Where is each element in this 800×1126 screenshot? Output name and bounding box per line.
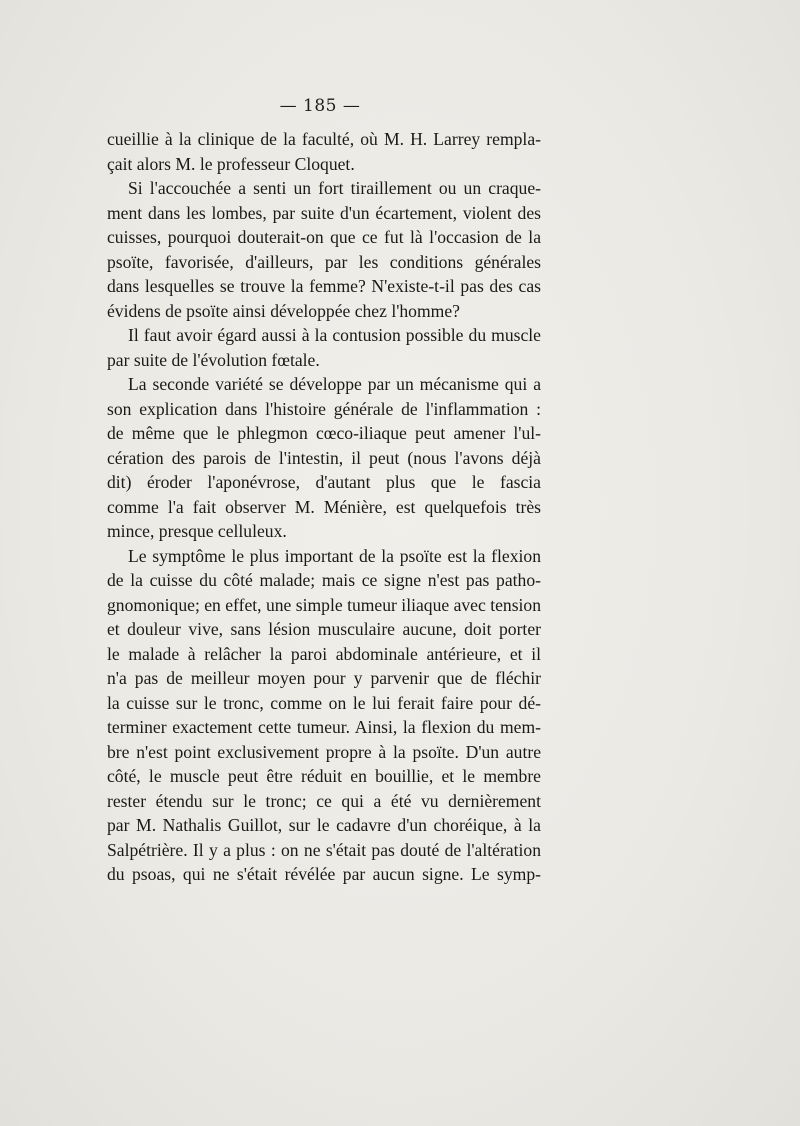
text-line: cueillie à la clinique de la faculté, où M. H. Larrey rempla-: [107, 129, 541, 149]
text-line: ment dans les lombes, par suite d'un écartement, violent des: [107, 202, 541, 223]
text-line: son explication dans l'histoire générale de l'inflammation :: [107, 398, 541, 419]
text-line: de même que le phlegmon cœco-iliaque peut amener l'ul-: [107, 423, 541, 443]
text-line: gnomonique; en effet, une simple tumeur iliaque avec tension: [107, 594, 542, 615]
text-line: par suite de l'évolution fœtale.: [107, 349, 320, 370]
body-text: [107, 127, 541, 887]
text-line: du psoas, qui ne s'était révélée par aucun signe. Le symp-: [107, 864, 541, 884]
text-line: la cuisse sur le tronc, comme on le lui ferait faire pour dé-: [107, 692, 541, 713]
text-line: rester étendu sur le tronc; ce qui a été vu dernièrement: [107, 790, 541, 811]
text-line: Salpétrière. Il y a plus : on ne s'était pas douté de l'altération: [107, 839, 541, 860]
text-line: cuisses, pourquoi douterait-on que ce fut là l'occasion de la: [107, 227, 541, 247]
text-line: de la cuisse du côté malade; mais ce signe n'est pas patho-: [107, 570, 541, 590]
text-line: dans lesquelles se trouve la femme? N'existe-t-il pas des cas: [107, 276, 541, 296]
page-number: — 185 —: [279, 96, 361, 116]
text-line: et douleur vive, sans lésion musculaire aucune, doit porter: [107, 619, 541, 639]
text-line: terminer exactement cette tumeur. Ainsi, la flexion du mem-: [107, 717, 541, 737]
text-line: bre n'est point exclusivement propre à la psoïte. D'un autre: [107, 741, 541, 762]
text-line: Le symptôme le plus important de la psoïte est la flexion: [128, 545, 541, 566]
text-line: côté, le muscle peut être réduit en bouillie, et le membre: [107, 766, 541, 786]
text-line: Il faut avoir égard aussi à la contusion possible du muscle: [128, 325, 541, 345]
text-line: Si l'accouchée a senti un fort tiraillement ou un craque-: [128, 178, 541, 198]
text-line: par M. Nathalis Guillot, sur le cadavre d'un choréique, à la: [107, 815, 541, 835]
text-line: comme l'a fait observer M. Ménière, est quelquefois très: [107, 496, 541, 517]
text-line: mince, presque celluleux.: [107, 521, 287, 541]
text-line: dit) éroder l'aponévrose, d'autant plus que le fascia: [107, 472, 541, 492]
text-line: n'a pas de meilleur moyen pour y parvenir que de fléchir: [107, 668, 541, 688]
text-line: çait alors M. le professeur Cloquet.: [107, 153, 355, 174]
text-line: psoïte, favorisée, d'ailleurs, par les conditions générales: [107, 251, 541, 272]
text-line: La seconde variété se développe par un mécanisme qui a: [128, 374, 541, 394]
text-line: le malade à relâcher la paroi abdominale antérieure, et il: [107, 643, 541, 664]
text-line: cération des parois de l'intestin, il peut (nous l'avons déjà: [107, 447, 541, 468]
text-line: évidens de psoïte ainsi développée chez l'homme?: [107, 300, 460, 321]
